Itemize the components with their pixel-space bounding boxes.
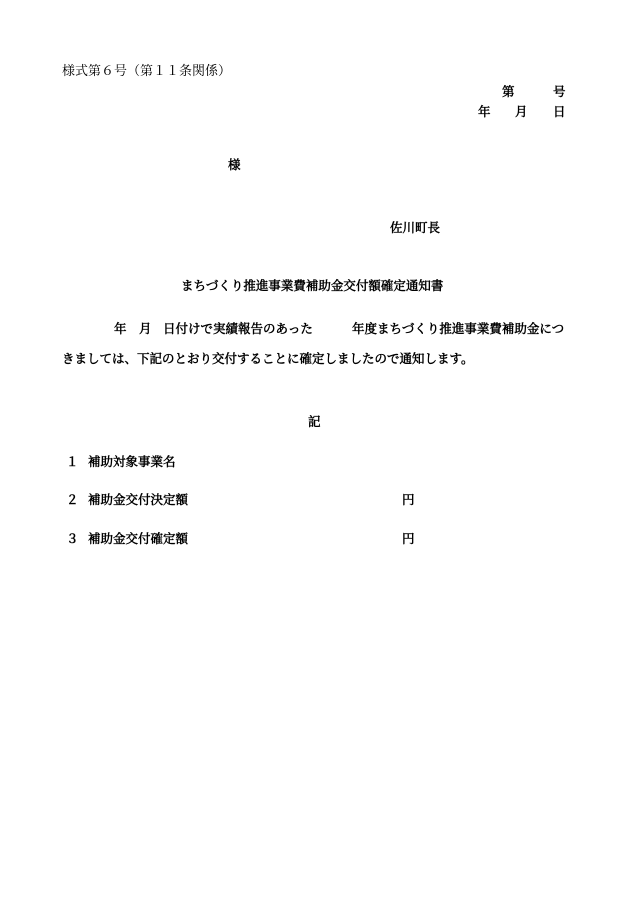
- date-month: 月: [515, 104, 528, 119]
- form-label: 様式第６号（第１１条関係）: [62, 64, 232, 79]
- item-2-label: 補助金交付決定額: [88, 492, 189, 507]
- item-3-number: ３: [66, 531, 79, 546]
- item-3-unit: 円: [402, 531, 415, 546]
- item-1-label: 補助対象事業名: [88, 454, 176, 469]
- issuer: 佐川町長: [390, 220, 441, 235]
- item-2-number: ２: [66, 492, 79, 507]
- date-year: 年: [478, 104, 491, 119]
- doc-number-go: 号: [553, 84, 566, 99]
- body-line1-mid: 日付けで実績報告のあった: [163, 321, 313, 336]
- body-line1-end: 年度まちづくり推進事業費補助金につ: [352, 321, 565, 336]
- item-2-unit: 円: [402, 492, 415, 507]
- addressee-suffix: 様: [228, 157, 241, 172]
- body-line2: きましては、下記のとおり交付することに確定しましたので通知します。: [62, 351, 474, 366]
- body-year: 年: [114, 321, 127, 336]
- date-day: 日: [553, 104, 566, 119]
- item-3-label: 補助金交付確定額: [88, 531, 189, 546]
- document-title: まちづくり推進事業費補助金交付額確定通知書: [181, 278, 444, 293]
- body-month: 月: [139, 321, 152, 336]
- doc-number-dai: 第: [502, 84, 515, 99]
- item-1-number: １: [66, 454, 79, 469]
- ki-heading: 記: [308, 414, 321, 429]
